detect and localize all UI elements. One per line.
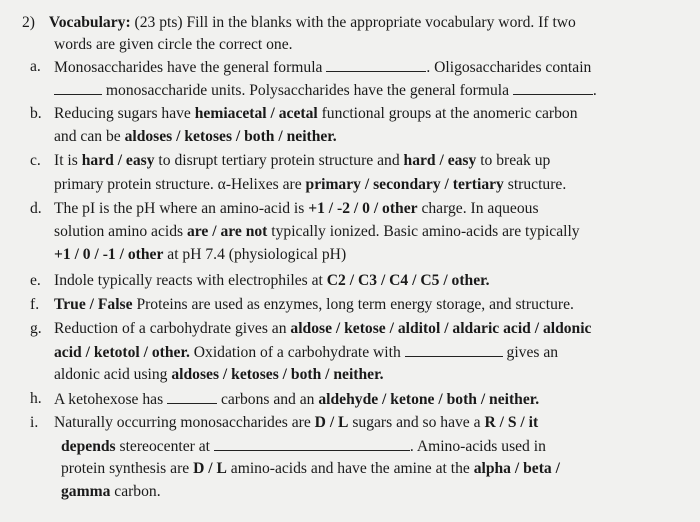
choice-carbonyl-type[interactable]: aldehyde / ketone / both / neither. <box>318 391 540 408</box>
blank-oligo-units[interactable] <box>54 80 102 95</box>
item-i-text-2: sugars and so have a <box>348 414 485 431</box>
choice-aldoses-ketoses[interactable]: aldoses / ketoses / both / neither. <box>124 128 337 145</box>
item-c-text-2: to disrupt tertiary protein structure and <box>154 152 404 169</box>
item-i-line-2 <box>61 436 546 457</box>
item-a-text-1: Monosaccharides have the general formula <box>54 59 327 76</box>
item-a-text-3: monosaccharide units. Polysaccharides have the general formula <box>102 82 513 99</box>
item-i-text-1: Naturally occurring monosaccharides are <box>54 414 315 431</box>
choice-ionized[interactable]: are / are not <box>186 223 268 240</box>
choice-pi-charge[interactable]: +1 / -2 / 0 / other <box>308 200 418 217</box>
item-e-line-1 <box>54 271 490 291</box>
item-b-line-2 <box>54 127 337 147</box>
item-i-text-3: stereocenter at <box>115 438 214 455</box>
item-d-text-4: typically ionized. Basic amino-acids are typically <box>267 223 580 240</box>
item-e-text-1: Indole typically reacts with electrophiles at <box>54 272 327 289</box>
item-d-text-5: at pH 7.4 (physiological pH) <box>163 246 347 263</box>
item-c-text-5: structure. <box>503 176 567 193</box>
blank-oxidizing-agent[interactable] <box>405 342 503 357</box>
marker-g: g. <box>30 320 42 337</box>
choice-hemiacetal-acetal[interactable]: hemiacetal / acetal <box>194 105 318 122</box>
item-d-line-1 <box>54 199 539 219</box>
blank-general-formula-poly[interactable] <box>513 80 593 95</box>
marker-b: b. <box>30 105 42 122</box>
question-title: Vocabulary: <box>48 14 131 31</box>
choice-hard-easy-tertiary[interactable]: hard / easy <box>81 152 155 169</box>
marker-d: d. <box>30 200 42 217</box>
item-a-text-2: . Oligosaccharides contain <box>426 59 592 76</box>
item-a-text-4: . <box>592 82 597 99</box>
marker-h: h. <box>30 390 42 407</box>
item-h-marker <box>30 389 42 409</box>
question-intro-2: words are given circle the correct one. <box>54 36 293 53</box>
blank-carbon-count[interactable] <box>167 389 217 404</box>
item-d-marker <box>30 199 42 219</box>
choice-amine-carbon-cont[interactable]: gamma <box>61 483 111 500</box>
item-b-text-2: functional groups at the anomeric carbon <box>317 105 578 122</box>
item-i-text-6: amino-acids and have the amine at the <box>226 460 474 477</box>
choice-amine-carbon[interactable]: alpha / beta / <box>473 460 560 477</box>
item-i-marker <box>30 413 38 433</box>
question-intro-line-2 <box>54 35 293 55</box>
item-g-text-3: gives an <box>502 344 559 361</box>
choice-r-s-stereocenter[interactable]: R / S / it <box>484 414 539 431</box>
item-a-line-1 <box>54 57 591 78</box>
item-f-marker <box>30 295 39 315</box>
item-c-line-2 <box>54 175 566 195</box>
choice-reduction-product-cont[interactable]: acid / ketotol / other. <box>54 344 190 361</box>
question-intro-1: (23 pts) Fill in the blanks with the appropriate vocabulary word. If two <box>130 14 576 31</box>
item-i-line-4 <box>61 482 161 502</box>
item-f-text-1: Proteins are used as enzymes, long term energy storage, and structure. <box>132 296 574 313</box>
item-d-line-3 <box>54 245 346 265</box>
item-c-text-1: It is <box>54 152 82 169</box>
item-b-text-3: and can be <box>54 128 125 145</box>
item-b-line-1 <box>54 104 578 124</box>
item-a-marker <box>30 57 41 77</box>
choice-reduction-product[interactable]: aldose / ketose / alditol / aldaric acid / aldonic <box>290 320 592 337</box>
marker-e: e. <box>30 272 41 289</box>
item-b-marker <box>30 104 42 124</box>
choice-true-false[interactable]: True / False <box>54 296 133 313</box>
item-d-text-1: The pI is the pH where an amino-acid is <box>54 200 309 217</box>
question-number: 2) <box>22 14 35 31</box>
item-c-line-1 <box>54 151 550 171</box>
marker-i: i. <box>30 414 39 431</box>
choice-d-l-amino[interactable]: D / L <box>193 460 227 477</box>
marker-a: a. <box>30 58 41 75</box>
item-f-line-1 <box>54 295 574 315</box>
item-i-line-1 <box>54 413 538 433</box>
choice-r-s-stereocenter-cont[interactable]: depends <box>61 438 116 455</box>
item-g-text-1: Reduction of a carbohydrate gives an <box>54 320 291 337</box>
item-a-line-2 <box>54 80 597 101</box>
choice-indole-position[interactable]: C2 / C3 / C4 / C5 / other. <box>326 272 490 289</box>
question-header <box>22 13 576 33</box>
choice-basic-charge[interactable]: +1 / 0 / -1 / other <box>54 246 164 263</box>
item-c-marker <box>30 151 41 171</box>
blank-general-formula-mono[interactable] <box>326 57 426 72</box>
choice-hard-easy-primary[interactable]: hard / easy <box>403 152 477 169</box>
item-i-line-3 <box>61 459 560 479</box>
item-g-line-2 <box>54 342 558 363</box>
item-d-text-3: solution amino acids <box>54 223 187 240</box>
item-g-line-3 <box>54 365 383 385</box>
item-g-text-2: Oxidation of a carbohydrate with <box>189 344 405 361</box>
item-g-line-1 <box>54 319 591 339</box>
item-i-text-5: protein synthesis are <box>61 460 194 477</box>
item-g-marker <box>30 319 42 339</box>
item-b-text-1: Reducing sugars have <box>54 105 195 122</box>
item-e-marker <box>30 271 41 291</box>
item-d-line-2 <box>54 222 580 242</box>
blank-stereocenter-position[interactable] <box>214 436 410 451</box>
item-c-text-4: primary protein structure. α-Helixes are <box>54 176 306 193</box>
marker-c: c. <box>30 152 41 169</box>
item-g-text-4: aldonic acid using <box>54 366 172 383</box>
choice-structure-level[interactable]: primary / secondary / tertiary <box>305 176 504 193</box>
choice-d-l-sugar[interactable]: D / L <box>314 414 349 431</box>
item-c-text-3: to break up <box>476 152 551 169</box>
item-h-line-1 <box>54 389 539 410</box>
item-d-text-2: charge. In aqueous <box>417 200 539 217</box>
item-i-text-7: carbon. <box>110 483 161 500</box>
item-h-text-1: A ketohexose has <box>54 391 168 408</box>
item-i-text-4: . Amino-acids used in <box>409 438 546 455</box>
choice-oxidation-substrate[interactable]: aldoses / ketoses / both / neither. <box>171 366 384 383</box>
marker-f: f. <box>30 296 40 313</box>
item-h-text-2: carbons and an <box>217 391 319 408</box>
